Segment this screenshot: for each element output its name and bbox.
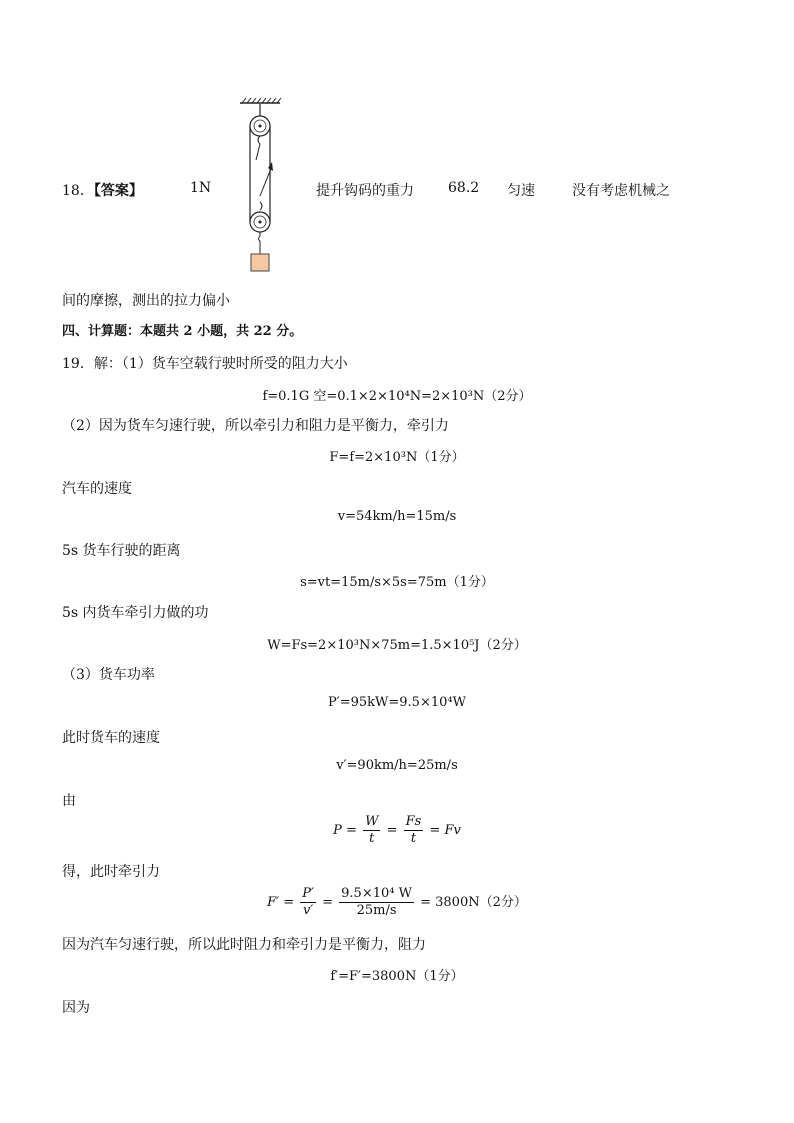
q19-eq6: P′=95kW=9.5×10⁴W [328,695,466,710]
eq8-f2-den: t [410,831,417,846]
q19-eq5: W=Fs=2×10³N×75m=1.5×10⁵J（2分） [267,638,527,653]
q19-intro: 19．解：（1）货车空载行驶时所受的阻力大小 [62,356,348,372]
eq9-f2-num: 9.5×10⁴ W [341,886,412,901]
q19-text-from: 由 [62,793,76,809]
q19-eq7: v′=90km/h=25m/s [336,758,458,773]
q18-answer-3: 68.2 [448,180,480,196]
eq9-equals: = [322,895,333,910]
q19-eq10: f′=F′=3800N（1分） [330,969,464,984]
inner-rope [256,144,260,160]
eq9-fraction-2 [339,886,414,919]
q18-answer-1: 1N [190,180,212,196]
section4-heading: 四、计算题：本题共 2 小题，共 22 分。 [62,324,303,339]
eq8-fraction-1 [363,814,380,847]
q19-text-speed: 汽车的速度 [62,481,132,497]
eq8-fraction-2 [404,814,424,847]
q18-answer-4: 匀速 [507,183,535,199]
q19-text-traction: 得，此时牵引力 [62,864,160,880]
q19-part3: （3）货车功率 [62,667,155,683]
eq8-f1-num: W [365,814,379,829]
q19-eq8 [0,814,794,847]
movable-hook [260,202,262,210]
fixed-hook [258,136,260,144]
q18-answer-tag: 【答案】 [93,183,143,199]
eq8-rhs: = Fv [429,823,461,838]
q19-text-because: 因为 [62,1000,90,1016]
q19-eq2: F=f=2×10³N（1分） [329,450,465,465]
q19-eq4: s=vt=15m/s×5s=75m（1分） [300,575,494,590]
eq8-f2-num: Fs [405,814,422,829]
q19-text-work: 5s 内货车牵引力做的功 [62,605,209,621]
q19-eq9 [0,886,794,919]
q19-text-speed2: 此时货车的速度 [62,730,160,746]
q19-text-resistance: 因为汽车匀速行驶，所以此时阻力和牵引力是平衡力，阻力 [62,937,426,953]
eq9-f1-num: P′ [302,886,314,901]
q19-part2: （2）因为货车匀速行驶，所以牵引力和阻力是平衡力，牵引力 [62,418,449,434]
eq9-f2-den: 25m/s [356,903,397,918]
eq8-f1-den: t [369,831,375,846]
eq8-equals: = [386,823,398,838]
q19-eq1: f=0.1G 空=0.1×2×10⁴N=2×10³N（2分） [262,389,532,404]
weight-hook [259,232,261,241]
eq9-fraction-1 [300,886,316,919]
q18-answer-5a: 没有考虑机械之 [572,183,670,199]
q19-eq3: v=54km/h=15m/s [337,509,457,524]
q18-answer-2: 提升钩码的重力 [316,183,414,199]
q18-line [62,180,143,200]
q19-text-distance: 5s 货车行驶的距离 [62,543,181,559]
eq9-lhs: F′ = [267,895,295,910]
weight-block [251,254,269,271]
q18-answer-5b: 间的摩擦，测出的拉力偏小 [62,293,230,309]
pulley-diagram [228,96,292,276]
eq9-rhs: = 3800N（2分） [420,895,527,910]
eq8-lhs: P = [333,823,357,838]
eq9-f1-den: v′ [302,903,314,918]
q18-number: 18． [62,183,94,199]
